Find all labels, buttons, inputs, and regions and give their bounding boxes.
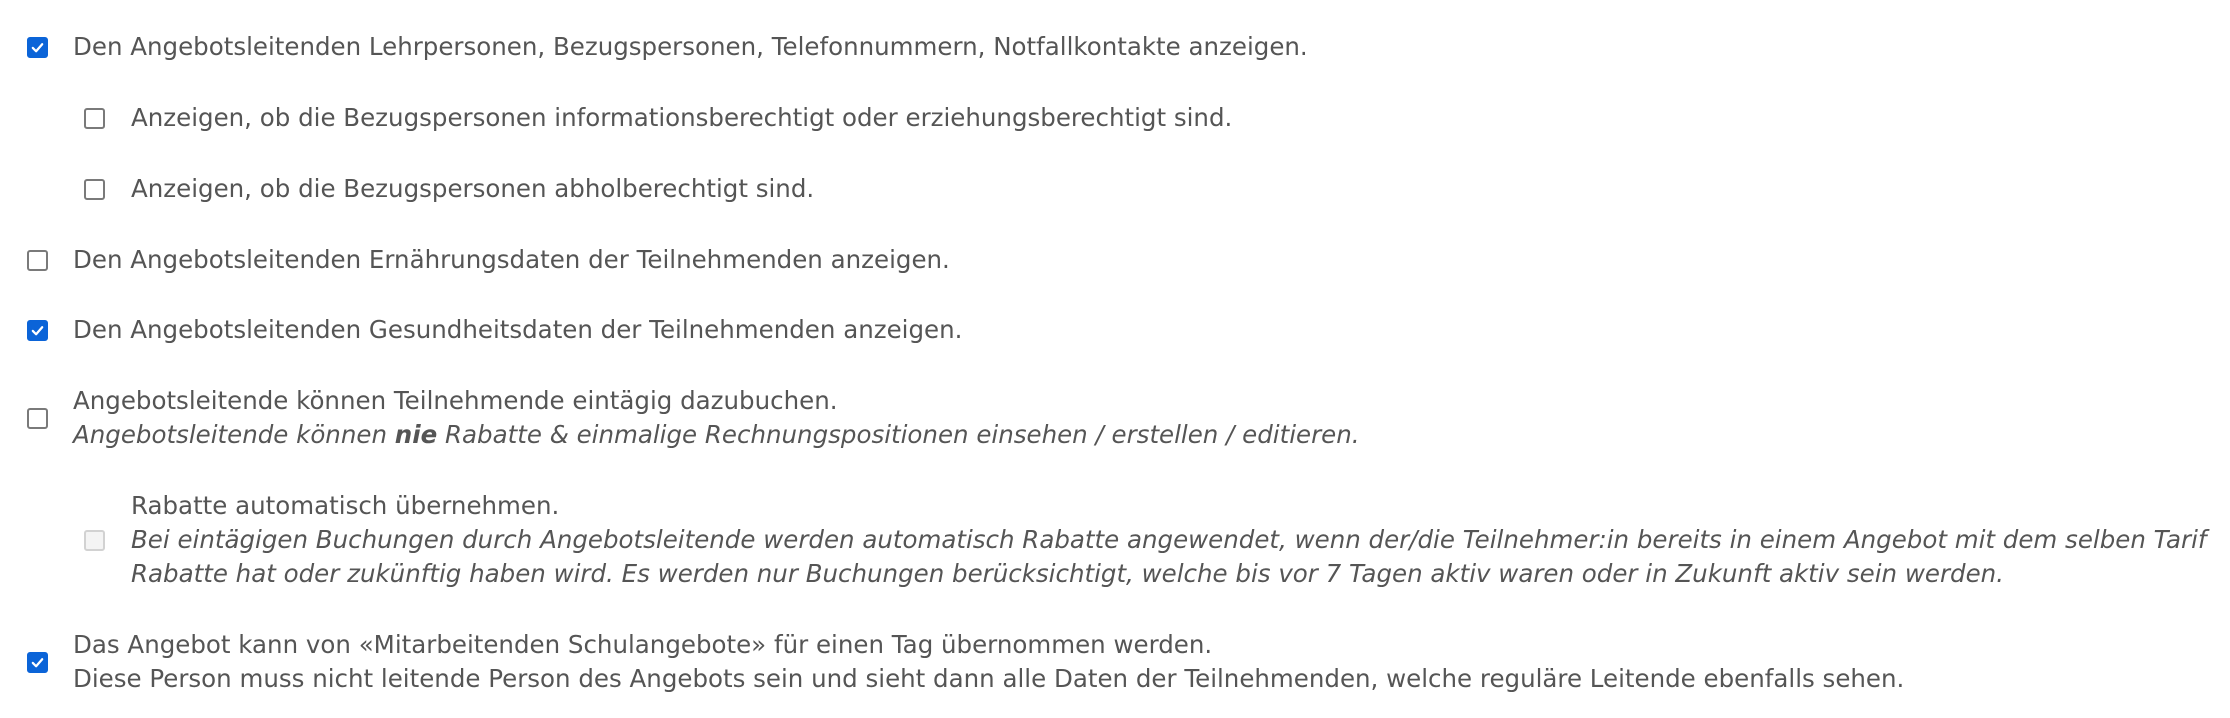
checkmark-icon <box>30 655 45 670</box>
show-nutrition-label: Den Angebotsleitenden Ernährungsdaten der Teilnehmenden anzeigen. <box>73 245 950 274</box>
checkmark-icon <box>30 323 45 338</box>
setting-show-authorization <box>84 101 1232 135</box>
note-suffix: Rabatte & einmalige Rechnungspositionen einsehen / erstellen / editieren. <box>437 420 1360 449</box>
single-day-booking-note <box>73 418 1360 452</box>
staff-takeover-label: Das Angebot kann von «Mitarbeitenden Schulangebote» für einen Tag übernommen werden. <box>73 630 1213 659</box>
show-pickup-label: Anzeigen, ob die Bezugspersonen abholberechtigt sind. <box>131 174 815 203</box>
auto-discounts-checkbox[interactable] <box>84 530 105 551</box>
staff-takeover-checkbox[interactable] <box>27 652 48 673</box>
staff-takeover-text <box>73 628 1904 696</box>
auto-discounts-note-line2: Rabatte hat oder zukünftig haben wird. Es werden nur Buchungen berücksichtigt, welche bis vor 7 Tagen aktiv waren oder in Zukunft aktiv sein werden. <box>131 559 2004 588</box>
note-emphasis: nie <box>394 420 438 449</box>
note-prefix: Angebotsleitende können <box>73 420 395 449</box>
show-contacts-checkbox[interactable] <box>27 37 48 58</box>
show-authorization-label: Anzeigen, ob die Bezugspersonen informationsberechtigt oder erziehungsberechtigt sind. <box>131 103 1233 132</box>
single-day-booking-text <box>73 384 1360 452</box>
single-day-booking-label: Angebotsleitende können Teilnehmende eintägig dazubuchen. <box>73 386 838 415</box>
single-day-booking-checkbox[interactable] <box>27 408 48 429</box>
setting-auto-discounts <box>84 489 2207 591</box>
show-health-checkbox[interactable] <box>27 320 48 341</box>
setting-show-nutrition <box>27 243 950 277</box>
show-contacts-label: Den Angebotsleitenden Lehrpersonen, Bezugspersonen, Telefonnummern, Notfallkontakte anzeigen. <box>73 32 1308 61</box>
show-nutrition-checkbox[interactable] <box>27 250 48 271</box>
show-authorization-checkbox[interactable] <box>84 108 105 129</box>
auto-discounts-note-line1: Bei eintägigen Buchungen durch Angebotsleitende werden automatisch Rabatte angewendet, wenn der/die Teilnehmer:in bereits in einem Angebot mit dem selben Tarif <box>131 525 2207 554</box>
setting-show-health <box>27 313 962 347</box>
show-pickup-checkbox[interactable] <box>84 179 105 200</box>
setting-show-pickup <box>84 172 814 206</box>
auto-discounts-label: Rabatte automatisch übernehmen. <box>131 491 560 520</box>
setting-staff-takeover <box>27 628 1904 696</box>
setting-show-contacts <box>27 30 1308 64</box>
auto-discounts-text <box>131 489 2207 591</box>
setting-single-day-booking <box>27 384 1360 452</box>
staff-takeover-note: Diese Person muss nicht leitende Person des Angebots sein und sieht dann alle Daten der Teilnehmenden, welche reguläre Leitende ebenfalls sehen. <box>73 664 1905 693</box>
show-health-label: Den Angebotsleitenden Gesundheitsdaten der Teilnehmenden anzeigen. <box>73 315 963 344</box>
checkmark-icon <box>30 40 45 55</box>
